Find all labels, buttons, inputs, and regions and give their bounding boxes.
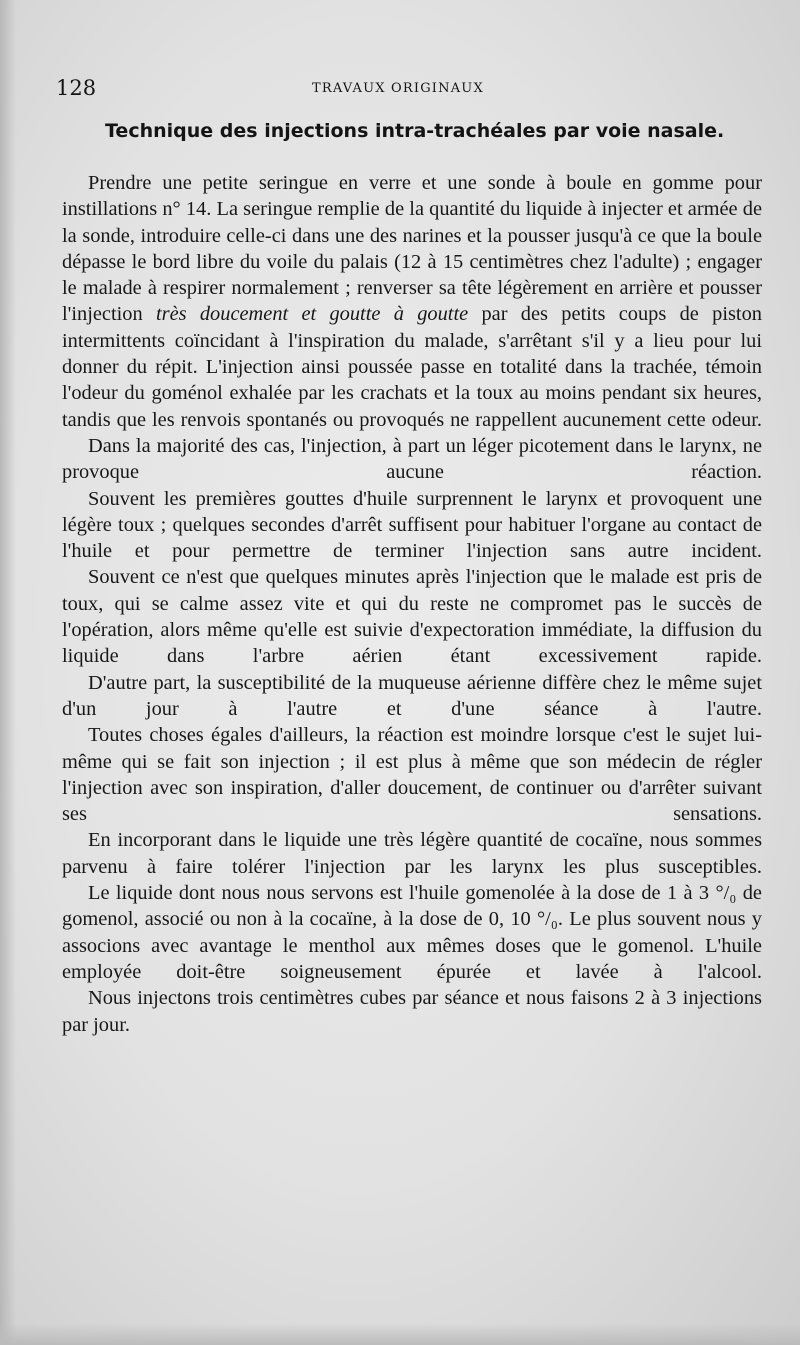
paragraph-text: Prendre une petite seringue en verre et une sonde à boule en gomme pour instillations n° 14. La seringue remplie de la quantité du liquide à injecter et armée de la sonde, introduire celle-ci dans une des narines et la pousser jusqu'à ce que la boule dépasse le bord libre du voile du palais (12 à 15 centimètres chez l'adulte) ; engager le malade à respirer normalement ; renverser sa tête légèrement en arrière et pousser l'injection (62, 172, 762, 326)
page-shadow-left (0, 0, 16, 1345)
body-text (62, 170, 762, 1038)
paragraph-majority: Dans la majorité des cas, l'injection, à part un léger picotement dans le larynx, ne provoque aucune réaction. (62, 434, 762, 484)
paragraph-dosage: Nous injectons trois centimètres cubes par séance et nous faisons 2 à 3 injections par jour. (62, 987, 762, 1036)
paragraph-cough: Souvent ce n'est que quelques minutes après l'injection que le malade est pris de toux, qui se calme assez vite et qui du reste ne compromet pas le succès de l'opération, alors même qu'elle est suivie d'expectoration immédiate, la diffusion du liquide dans l'arbre aérien étant excessivement rapide. (62, 566, 762, 668)
page-shadow-bottom (0, 1323, 800, 1345)
page-number: 128 (56, 76, 97, 100)
paragraph-technique (62, 170, 762, 433)
paragraph-text: par des petits coups de piston intermittents coïncidant à l'inspiration du malade, s'arrêtant s'il y a lieu pour lui donner du répit. L'injection ainsi poussée passe en totalité dans la trachée, témoin l'odeur du goménol exhalée par les crachats et la toux au moins pendant six heures, tandis que les renvois spontanés ou provoqués ne rappellent aucunement cette odeur. (62, 303, 762, 431)
paragraph-susceptibility: D'autre part, la susceptibilité de la muqueuse aérienne diffère chez le même sujet d'un jour à l'autre et d'une séance à l'autre. (62, 671, 762, 720)
running-title: TRAVAUX ORIGINAUX (312, 81, 484, 96)
section-heading: Technique des injections intra-trachéales par voie nasale. (105, 120, 725, 142)
paragraph-first-drops: Souvent les premières gouttes d'huile surprennent le larynx et provoquent une légère toux ; quelques secondes d'arrêt suffisent pour habituer l'organe au contact de l'huile et pour permettre de terminer l'injection sans autre incident. (62, 487, 762, 563)
running-header (0, 76, 800, 100)
paragraph-liquid: Le liquide dont nous nous servons est l'huile gomenolée à la dose de 1 à 3 °/₀ de gomenol, associé ou non à la cocaïne, à la dose de 0, 10 °/₀. Le plus souvent nous y associons avec avantage le menthol aux mêmes doses que le gomenol. L'huile employée doit-être soigneusement épurée et lavée à l'alcool. (62, 882, 762, 983)
paragraph-cocaine: En incorporant dans le liquide une très légère quantité de cocaïne, nous sommes parvenu à faire tolérer l'injection par les larynx les plus susceptibles. (62, 829, 762, 878)
paragraph-self-injection: Toutes choses égales d'ailleurs, la réaction est moindre lorsque c'est le sujet lui-même qui se fait son injection ; il est plus à même que son médecin de régler l'injection avec son inspiration, d'aller doucement, de continuer ou d'arrêter suivant ses sensations. (62, 724, 762, 826)
emphasis-text: très doucement et goutte à goutte (155, 303, 469, 326)
